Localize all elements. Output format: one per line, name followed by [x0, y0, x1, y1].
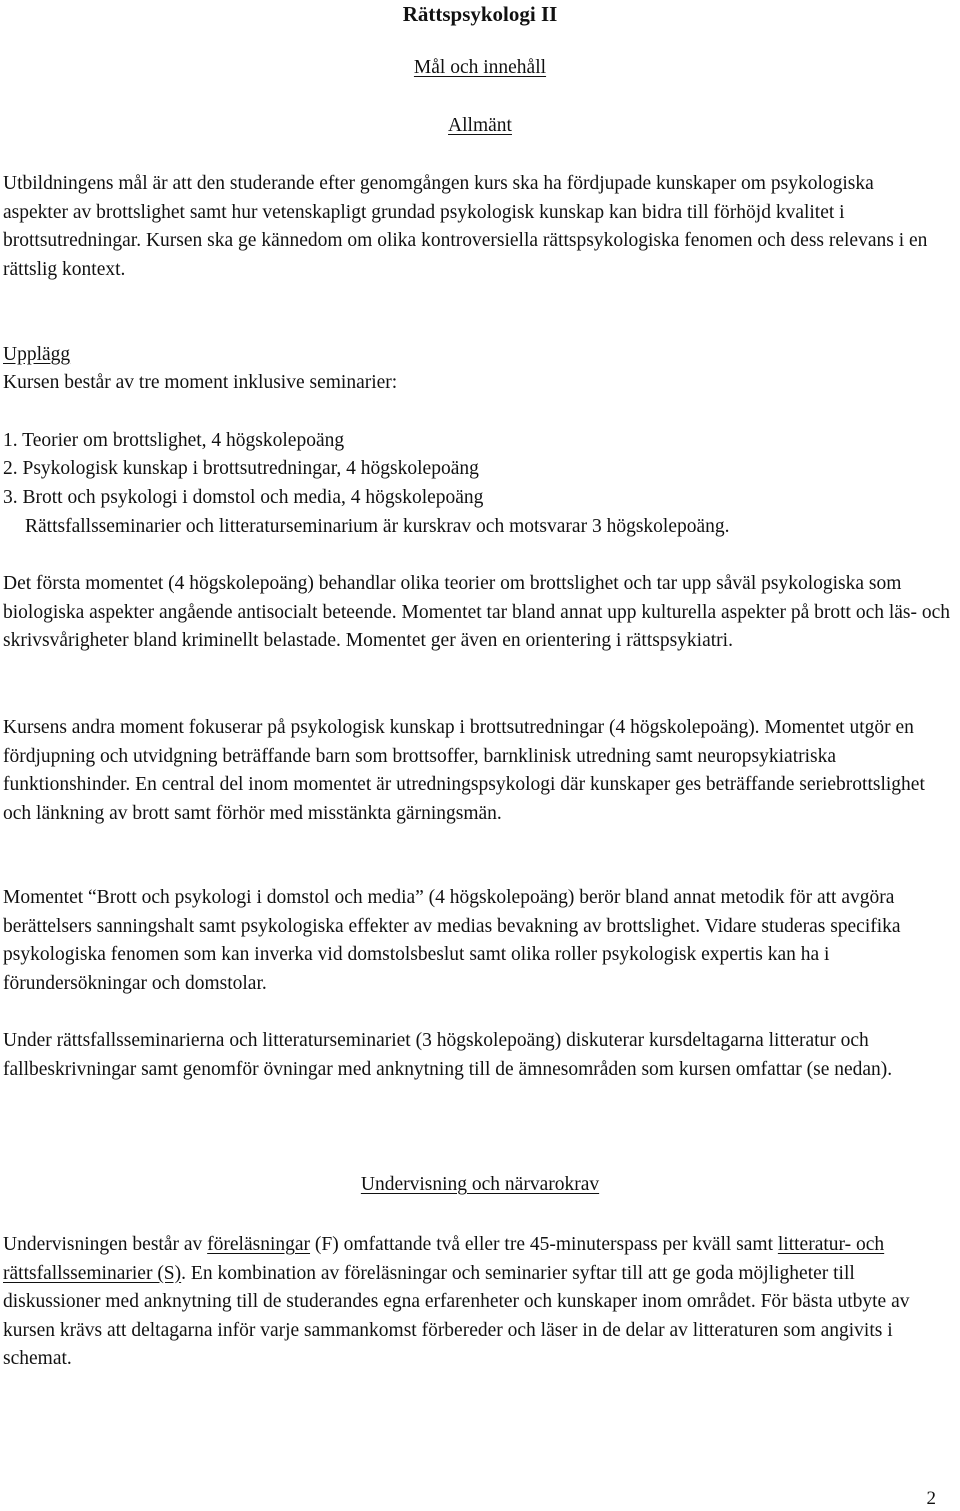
case-seminars-link[interactable]: rättsfallsseminarier (S) [3, 1262, 182, 1284]
teaching-text: . En kombination av föreläsningar och seminarier syftar till att ge goda möjligheter till diskussioner med anknytning till de studerandes egna erfarenheter och kunskaper inom området. För bästa utbyte av kursen krävs att deltagarna inför varje sammankomst förbereder och läser in de delar av litteraturen som angivits i schemat. [3, 1262, 910, 1370]
literature-seminars-link[interactable]: litteratur- och [777, 1234, 885, 1255]
layout-lead: Kursen består av tre moment inklusive seminarier: [3, 372, 398, 393]
moment-list-item: 3. Brott och psykologi i domstol och media, 4 högskolepoäng [3, 487, 484, 508]
moment-list-item: 1. Teorier om brottslighet, 4 högskolepoäng [3, 430, 345, 451]
paragraph-moment-3: Momentet “Brott och psykologi i domstol och media” (4 högskolepoäng) berör bland annat metodik för att avgöra berättelsers sanningshalt samt psykologiska effekter av medias bevakning av brottslighet. Vidare studeras specifika psykologiska fenomen som kan inverka vid domstolsbeslut samt olika roller psykologisk expertis kan ha i förundersökningar och domstolar. [3, 887, 901, 994]
intro-paragraph: Utbildningens mål är att den studerande efter genomgången kurs ska ha fördjupade kunskaper om psykologiska aspekter av brottslighet samt hur vetenskapligt grundad psykologisk kunskap kan bidra till förhöjd kvalitet i brottsutredningar. Kursen ska ge kännedom om olika kontroversiella rättspsykologiska fenomen och dess relevans i en rättslig kontext. [3, 173, 928, 280]
paragraph-moment-1: Det första momentet (4 högskolepoäng) behandlar olika teorier om brottslighet och tar upp såväl psykologiska som biologiska aspekter angående antisocialt beteende. Momentet tar bland annat upp kulturella aspekter på brott och läs- och skrivsvårigheter bland kriminellt belastade. Momentet ger även en orientering i rättspsykiatri. [3, 573, 951, 652]
page-number: 2 [926, 1488, 936, 1509]
teaching-text: Undervisningen består av [3, 1234, 208, 1255]
seminar-note: Rättsfallsseminarier och litteraturseminarium är kurskrav och motsvarar 3 högskolepoäng. [25, 516, 730, 537]
heading-general: Allmänt [448, 115, 512, 136]
document-title: Rättspsykologi II [402, 2, 558, 26]
lectures-link[interactable]: föreläsningar [207, 1234, 311, 1255]
moment-list-item: 2. Psykologisk kunskap i brottsutredningar, 4 högskolepoäng [3, 458, 479, 479]
heading-teaching: Undervisning och närvarokrav [360, 1174, 600, 1195]
heading-goals: Mål och innehåll [413, 57, 547, 78]
paragraph-moment-2: Kursens andra moment fokuserar på psykologisk kunskap i brottsutredningar (4 högskolepoäng). Momentet utgör en fördjupning och utvidgning beträffande barn som brottsoffer, barnklinisk utredning samt neuropsykiatriska funktionshinder. En central del inom momentet är utredningspsykologi där kunskaper ges beträffande seriebrottslighet och länkning av brott samt förhör med misstänkta gärningsmän. [3, 717, 925, 824]
paragraph-seminars: Under rättsfallsseminarierna och litteraturseminariet (3 högskolepoäng) diskuterar kursdeltagarna litteratur och fallbeskrivningar samt genomför övningar med anknytning till de ämnesområden som kursen omfattar (se nedan). [3, 1030, 893, 1080]
subheading-layout: Upplägg [3, 344, 71, 365]
teaching-text: (F) omfattande två eller tre 45-minuterspass per kväll samt [310, 1234, 778, 1255]
paragraph-teaching [3, 1231, 948, 1374]
